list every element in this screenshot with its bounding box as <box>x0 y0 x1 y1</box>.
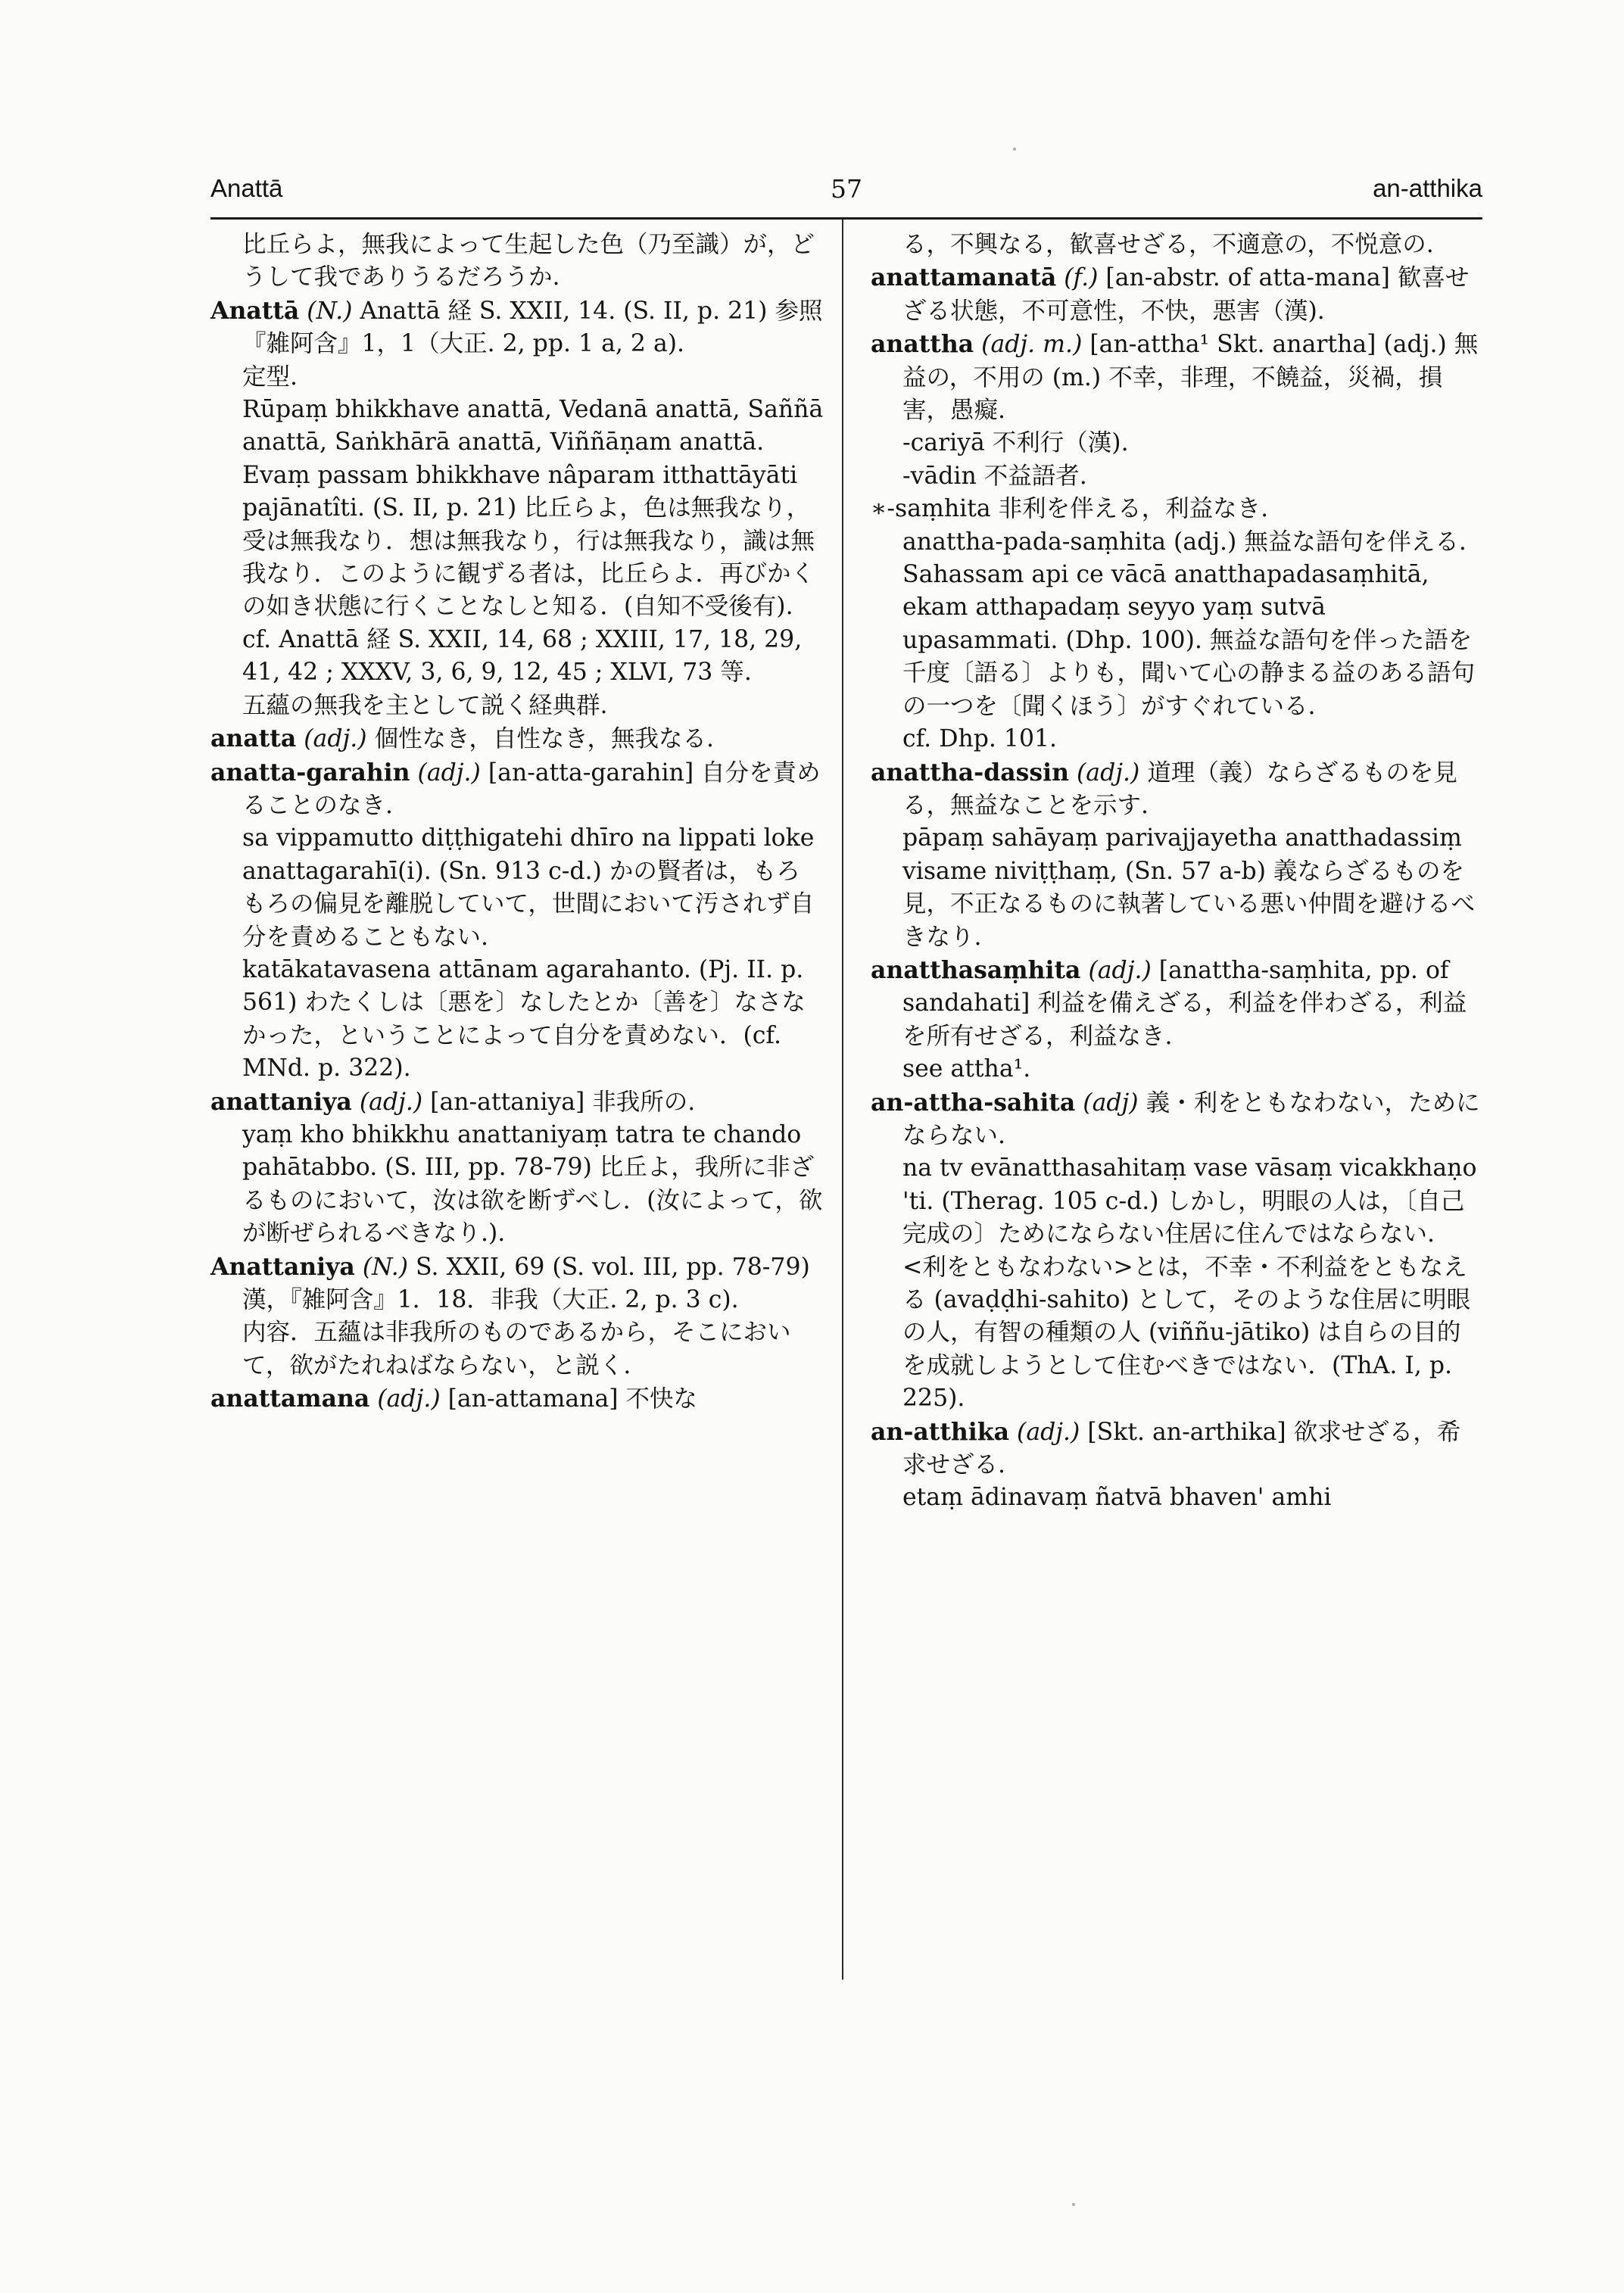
sub-paragraph: Rūpaṃ bhikkhave anattā, Vedanā anattā, Saññā anattā, Saṅkhārā anattā, Viññāṇam anattā. Evaṃ passam bhikkhave nâparam itthattāyāti pajānatîti. (S. II, p. 21) 比丘らよ，色は無我なり，受は無我なり．想は無我なり，行は無我なり，識は無我なり．このように観ずる者は，比丘らよ．再びかくの如き状態に行くことなしと知る．(自知不受後有). <box>242 396 824 621</box>
sub-paragraph: Sahassam api ce vācā anatthapadasaṃhitā, ekam atthapadaṃ seyyo yaṃ sutvā upasammati. (Dhp. 100). 無益な語句を伴った語を千度〔語る〕よりも，聞いて心の静まる益のある語句の一つを〔聞くほう〕がすぐれている. <box>902 561 1476 720</box>
scan-speck <box>1013 148 1016 151</box>
sub-paragraph: <利をともなわない>とは，不幸・不利益をともなえる (avaḍḍhi-sahito) として，そのような住居に明眼の人，有智の種類の人 (viññu-jātiko) は自らの目的を成就しようとして住むべきではない．(ThA. I, p. 225). <box>902 1253 1471 1413</box>
dictionary-entry <box>210 1086 824 1119</box>
grammar-tag: (N.) <box>307 297 353 325</box>
page-header <box>210 174 1482 217</box>
dictionary-entry <box>871 1086 1482 1153</box>
running-head-right: an-atthika <box>1373 174 1482 202</box>
entry-text: 道理（義）ならざるものを見る，無益なことを示す. <box>902 759 1457 819</box>
grammar-tag: (adj.) <box>417 759 481 787</box>
headword: Anattaniya <box>210 1252 355 1281</box>
grammar-tag: (f.) <box>1064 264 1099 292</box>
entry-text: S. XXII, 69 (S. vol. III, pp. 78-79) 漢，『雑阿含』1．18．非我（大正. 2, p. 3 c). <box>242 1253 810 1313</box>
sub-paragraph: 定型. <box>242 363 298 391</box>
header-rule <box>210 217 1482 220</box>
entry-text: [an-attha¹ Skt. anartha] (adj.) 無益の，不用の (m.) 不幸，非理，不饒益，災禍，損害，愚癡. <box>902 331 1479 425</box>
starred-sub-entry: ∗-saṃhita 非利を伴える，利益なき. <box>871 495 1269 523</box>
entry-text: [an-abstr. of atta-mana] 歓喜せざる状態，不可意性，不快，悪害（漢). <box>902 264 1470 325</box>
sub-paragraph: pāpaṃ sahāyaṃ parivajjayetha anatthadassiṃ visame niviṭṭhaṃ, (Sn. 57 a-b) 義ならざるものを見，不正なるものに執著している悪い仲間を避けるべきなり. <box>902 824 1476 951</box>
dictionary-entry <box>871 756 1482 823</box>
sub-paragraph: -cariyā 不利行（漢). <box>902 429 1129 457</box>
entry-text: Anattā 経 S. XXII, 14. (S. II, p. 21) 参照『雑阿含』1，1（大正. 2, pp. 1 a, 2 a). <box>242 297 823 358</box>
continued-text: 比丘らよ，無我によって生起した色（乃至識）が，どうして我でありうるだろうか. <box>242 231 815 291</box>
entry-text: [an-atta-garahin] 自分を責めることのなき. <box>242 759 821 819</box>
sub-paragraph: -vādin 不益語者. <box>902 462 1087 490</box>
headword: anatta <box>210 724 297 753</box>
sub-paragraph: yaṃ kho bhikkhu anattaniyaṃ tatra te chando pahātabbo. (S. III, pp. 78-79) 比丘よ，我所に非ざるものにおいて，汝は欲を断ずべし．(汝によって，欲が断ぜられるべきなり.). <box>242 1120 823 1248</box>
headword: anattamanatā <box>871 263 1057 292</box>
scan-speck <box>1072 2203 1075 2206</box>
sub-paragraph: na tv evānatthasahitaṃ vase vāsaṃ vicakkhaṇo 'ti. (Therag. 105 c-d.) しかし，明眼の人は，〔自己完成の〕ためにならない住居に住んではならない. <box>902 1154 1477 1248</box>
headword: anattha-dassin <box>871 758 1069 787</box>
right-column <box>871 229 1482 1515</box>
continued-text: る，不興なる，歓喜せざる，不適意の，不悦意の. <box>902 231 1434 258</box>
sub-paragraph: cf. Dhp. 101. <box>902 725 1058 753</box>
dictionary-entry <box>210 722 824 756</box>
entry-text: 義・利をともなわない，ためにならない. <box>902 1089 1480 1149</box>
headword: anatthasaṃhita <box>871 955 1081 984</box>
sub-paragraph: cf. Anattā 経 S. XXII, 14, 68 ; XXIII, 17, 18, 29, 41, 42 ; XXXV, 3, 6, 9, 12, 45 ; XLVI, 73 等. <box>242 625 803 687</box>
dictionary-entry <box>871 1416 1482 1482</box>
headword: anattaniya <box>210 1087 352 1116</box>
entry-text: [an-attamana] 不快な <box>440 1385 698 1413</box>
grammar-tag: (adj) <box>1083 1089 1139 1117</box>
grammar-tag: (adj. m.) <box>981 331 1083 359</box>
sub-paragraph: etaṃ ādinavaṃ ñatvā bhaven' amhi <box>902 1484 1332 1512</box>
grammar-tag: (N.) <box>362 1253 409 1281</box>
grammar-tag: (adj.) <box>377 1385 441 1413</box>
sub-paragraph: katākatavasena attānam agarahanto. (Pj. II. p. 561) わたくしは〔悪を〕なしたとか〔善を〕なさなかった，ということによって自分を責めない．(cf. MNd. p. 322). <box>242 955 806 1083</box>
sub-paragraph: see attha¹. <box>902 1055 1031 1083</box>
grammar-tag: (adj.) <box>1017 1418 1080 1446</box>
dictionary-entry <box>210 294 824 361</box>
headword: anattamana <box>210 1385 370 1413</box>
dictionary-entry <box>210 1251 824 1317</box>
dictionary-entry <box>210 1382 824 1416</box>
page-number: 57 <box>831 174 862 204</box>
column-divider <box>842 220 843 1980</box>
dictionary-entry <box>871 954 1482 1053</box>
sub-paragraph: 内容．五蘊は非我所のものであるから，そこにおいて，欲がたれねばならない，と説く. <box>242 1319 791 1379</box>
entry-text: [anattha-saṃhita, pp. of sandahati] 利益を備えざる，利益を伴わざる，利益を所有せざる，利益なき. <box>902 956 1467 1050</box>
sub-paragraph: anattha-pada-saṃhita (adj.) 無益な語句を伴える. <box>902 528 1467 556</box>
entry-text: [Skt. an-arthika] 欲求せざる，希求せざる. <box>902 1418 1461 1479</box>
running-head-left: Anattā <box>210 174 283 202</box>
sub-paragraph: sa vippamutto diṭṭhigatehi dhīro na lippati loke anattagarahī(i). (Sn. 913 c-d.) かの賢者は，もろもろの偏見を離脱していて，世間において汚されず自分を責めることもない. <box>242 824 815 951</box>
grammar-tag: (adj.) <box>1077 759 1140 787</box>
dictionary-entry <box>871 261 1482 328</box>
grammar-tag: (adj.) <box>359 1088 423 1116</box>
entry-text: [an-attaniya] 非我所の. <box>422 1088 696 1116</box>
headword: anatta-garahin <box>210 758 410 787</box>
headword: anattha <box>871 330 974 359</box>
headword: Anattā <box>210 296 300 325</box>
sub-paragraph: 五蘊の無我を主として説く経典群. <box>242 691 608 719</box>
dictionary-entry <box>871 328 1482 427</box>
headword: an-attha-sahita <box>871 1088 1076 1117</box>
headword: an-atthika <box>871 1417 1010 1446</box>
grammar-tag: (adj.) <box>304 725 367 753</box>
left-column <box>210 229 824 1416</box>
dictionary-entry <box>210 756 824 823</box>
grammar-tag: (adj.) <box>1088 956 1152 984</box>
entry-text: 個性なき，自性なき，無我なる. <box>366 725 715 753</box>
